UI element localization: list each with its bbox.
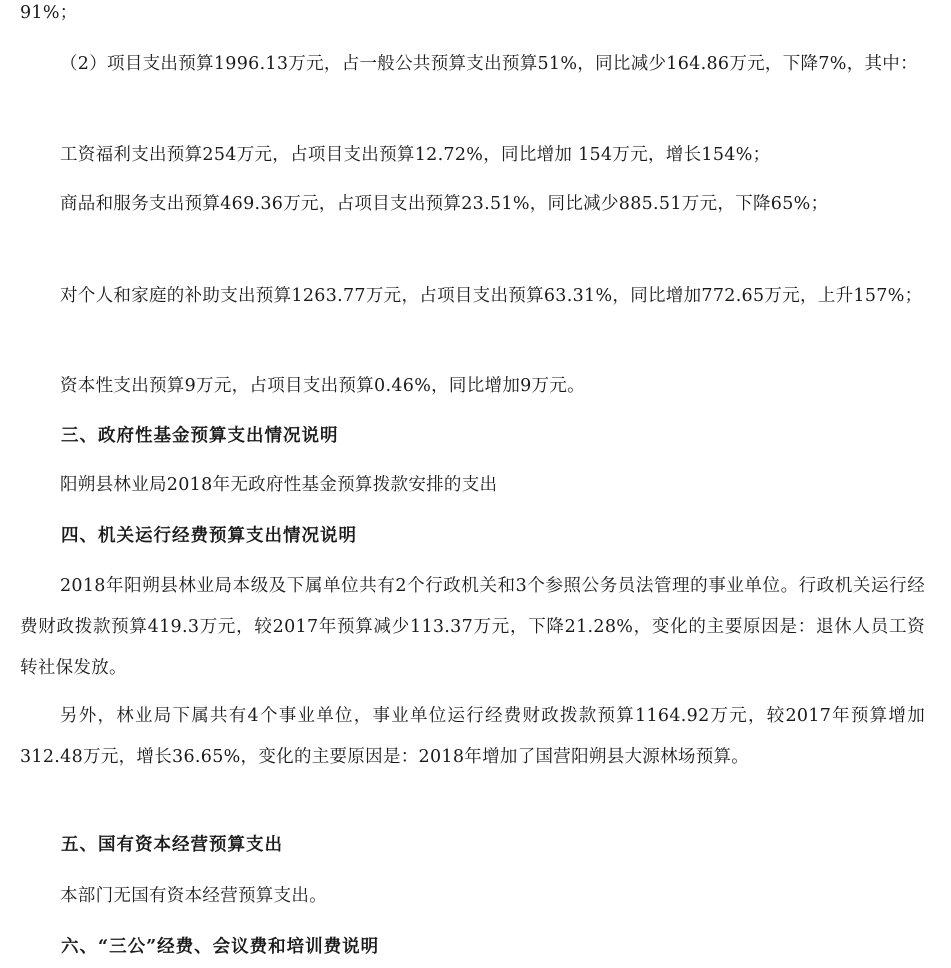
heading-state-capital: 五、国有资本经营预算支出: [61, 835, 283, 855]
paragraph-salary-welfare: 工资福利支出预算254万元，占项目支出预算12.72%，同比增加 154万元，增长154%；: [60, 145, 771, 165]
paragraph-goods-services: 商品和服务支出预算469.36万元，占项目支出预算23.51%，同比减少885.51万元，下降65%；: [60, 194, 829, 214]
paragraph-admin-operating: 2018年阳朔县林业局本级及下属单位共有2个行政机关和3个参照公务员法管理的事业单位。行政机关运行经费财政拨款预算419.3万元，较2017年预算减少113.37万元，下降21.28%，变化的主要原因是：退休人员工资转社保发放。: [20, 576, 925, 678]
heading-operating-expenses: 四、机关运行经费预算支出情况说明: [61, 526, 357, 546]
paragraph-capital-expenditure: 资本性支出预算9万元，占项目支出预算0.46%，同比增加9万元。: [60, 376, 585, 396]
paragraph-percent-tail: 91%；: [20, 3, 78, 23]
heading-three-public-expenses: 六、“三公”经费、会议费和培训费说明: [61, 937, 380, 957]
paragraph-project-expenditure: （2）项目支出预算1996.13万元，占一般公共预算支出预算51%，同比减少164.86万元，下降7%，其中：: [60, 54, 918, 74]
paragraph-household-subsidy: 对个人和家庭的补助支出预算1263.77万元，占项目支出预算63.31%，同比增加772.65万元，上升157%；: [60, 286, 923, 306]
heading-government-fund: 三、政府性基金预算支出情况说明: [61, 426, 339, 446]
paragraph-institution-operating: 另外，林业局下属共有4个事业单位，事业单位运行经费财政拨款预算1164.92万元，较2017年预算增加312.48万元，增长36.65%，变化的主要原因是：2018年增加了国营阳朔县大源林场预算。: [20, 706, 925, 767]
paragraph-no-state-capital: 本部门无国有资本经营预算支出。: [60, 886, 327, 906]
paragraph-no-government-fund: 阳朔县林业局2018年无政府性基金预算拨款安排的支出: [60, 475, 498, 495]
